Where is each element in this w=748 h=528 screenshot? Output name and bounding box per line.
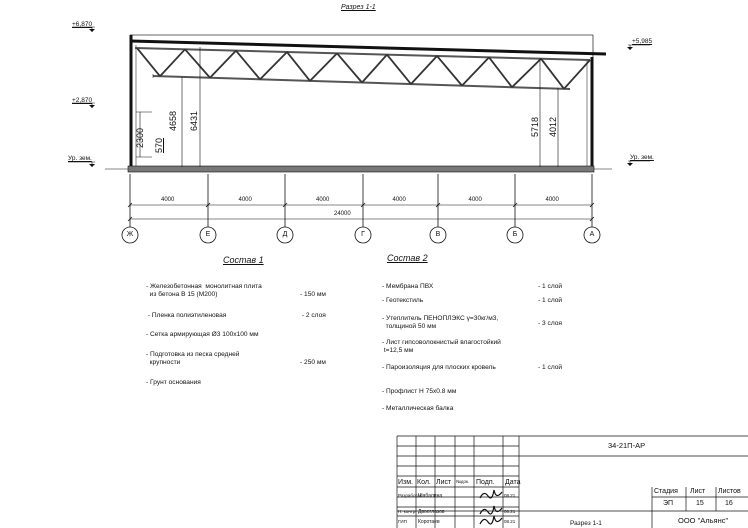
truss-diagonal [287,52,310,81]
sheets-label: Листов [718,488,741,495]
span-dimension: 4000 [545,197,559,203]
layer-name: - Геотекстиль [382,297,424,304]
layer-value: - 150 мм [300,291,326,298]
layer-name: - Пароизоляция для плоских кровель [382,364,496,371]
grid-axis-label: Е [205,231,211,238]
layer-name: - Железобетонная монолитная плита из бетона В 15 (М200) [146,283,262,298]
layer-name: - Лист гипсоволокнистый влагостойкий t=12,5 мм [382,339,501,354]
sheets-value: 16 [725,500,733,507]
person-name: Шабалина [418,493,443,499]
truss-diagonal [210,51,236,78]
drawing-title: Разрез 1-1 [341,4,376,11]
signature [480,516,502,524]
truss-diagonal [160,49,185,76]
roof [131,41,606,54]
truss-diagonal [411,56,437,84]
layer-value: - 1 слой [538,364,563,371]
level-ground-left: Ур. зем. [68,155,92,162]
truss-diagonal [185,49,210,77]
dim-5718: 5718 [530,116,540,137]
layer-name: - Профлист Н 75х0.8 мм [382,388,457,395]
grid-axis-label: А [589,231,595,238]
level-mid-left: +2,870 [72,97,93,104]
stage-label: Стадия [654,488,678,495]
layer-value: - 3 слоя [538,320,562,327]
sheet-title: Разрез 1-1 [570,520,602,527]
layer-name: - Грунт основания [146,379,201,386]
truss-diagonal [564,60,590,89]
level-top-right: +5,985 [632,38,653,45]
truss-diagonal [541,59,564,89]
sheet-value: 15 [696,500,704,507]
truss-diagonal [337,53,362,82]
truss-diagonal [387,55,411,84]
grid-axis-label: Д [282,231,288,238]
span-dimension: 4000 [392,197,406,203]
date: 08.21 [504,509,516,514]
dim-total: 24000 [334,211,351,217]
sheet-label: Лист [690,488,706,495]
company-name: ООО "Альянс" [678,516,729,525]
span-dimension: 4000 [468,197,482,203]
grid-axis-label: Ж [126,231,134,238]
level-ground-right: Ур. зем. [630,154,654,161]
column-header: Изм. [398,479,413,486]
layer-value: - 1 слой [538,297,563,304]
truss-top-chord [135,48,590,60]
column-header: Дата [505,479,521,486]
date: 08.21 [504,493,516,498]
truss-diagonal [437,56,462,86]
composition1-heading: Состав 1 [223,255,264,265]
column-header: Подп. [476,479,495,486]
dim-6431: 6431 [189,110,199,131]
truss-diagonal [310,53,337,81]
column-header: №док. [456,479,470,484]
column-header: Лист [436,479,452,486]
role: ГИП [398,519,407,524]
layer-name: - Пленка полиэтиленовая [146,312,227,319]
truss-diagonal [512,59,541,87]
project-code: 34-21П-АР [608,441,646,450]
span-dimension: 4000 [316,197,330,203]
span-dimension: 4000 [238,197,252,203]
dim-4658: 4658 [168,110,178,131]
dim-4012: 4012 [548,116,558,137]
stage-value: ЭП [663,500,674,507]
grid-axis-label: В [435,231,441,238]
layer-value: - 250 мм [300,359,326,366]
layer-name: - Мембрана ПВХ [382,283,434,290]
truss-diagonal [489,57,512,87]
truss-diagonal [236,51,260,80]
span-dimension: 4000 [161,197,175,203]
grid-axis-label: Г [361,231,365,238]
role: Разработал [398,493,423,498]
truss-diagonal [362,55,387,83]
truss-diagonal [260,52,287,79]
role: Н. контр. [398,509,417,514]
layer-name: - Сетка армирующая Ø3 100х100 мм [146,331,259,338]
level-top-left: +6,870 [72,21,93,28]
floor-slab [128,166,594,172]
layer-name: - Подготовка из песка средней крупности [146,351,240,366]
layer-name: - Металлическая балка [382,405,454,412]
truss-diagonal [462,57,489,85]
column-header: Кол. [417,479,431,486]
person-name: Коротаев [418,519,440,525]
truss-diagonal [137,48,160,76]
composition2-heading: Состав 2 [387,253,428,263]
layer-value: - 2 слоя [300,312,326,319]
dim-2300: 2300 [135,127,145,148]
layer-value: - 1 слой [538,283,563,290]
date: 08.21 [504,519,516,524]
person-name: Двоеглазов [418,509,445,515]
grid-axis-label: Б [512,231,518,238]
layer-name: - Утеплитель ПЕНОПЛЭКС γ=30кг/м3, толщиной 50 мм [382,315,499,330]
dim-570: 570 [154,137,164,153]
